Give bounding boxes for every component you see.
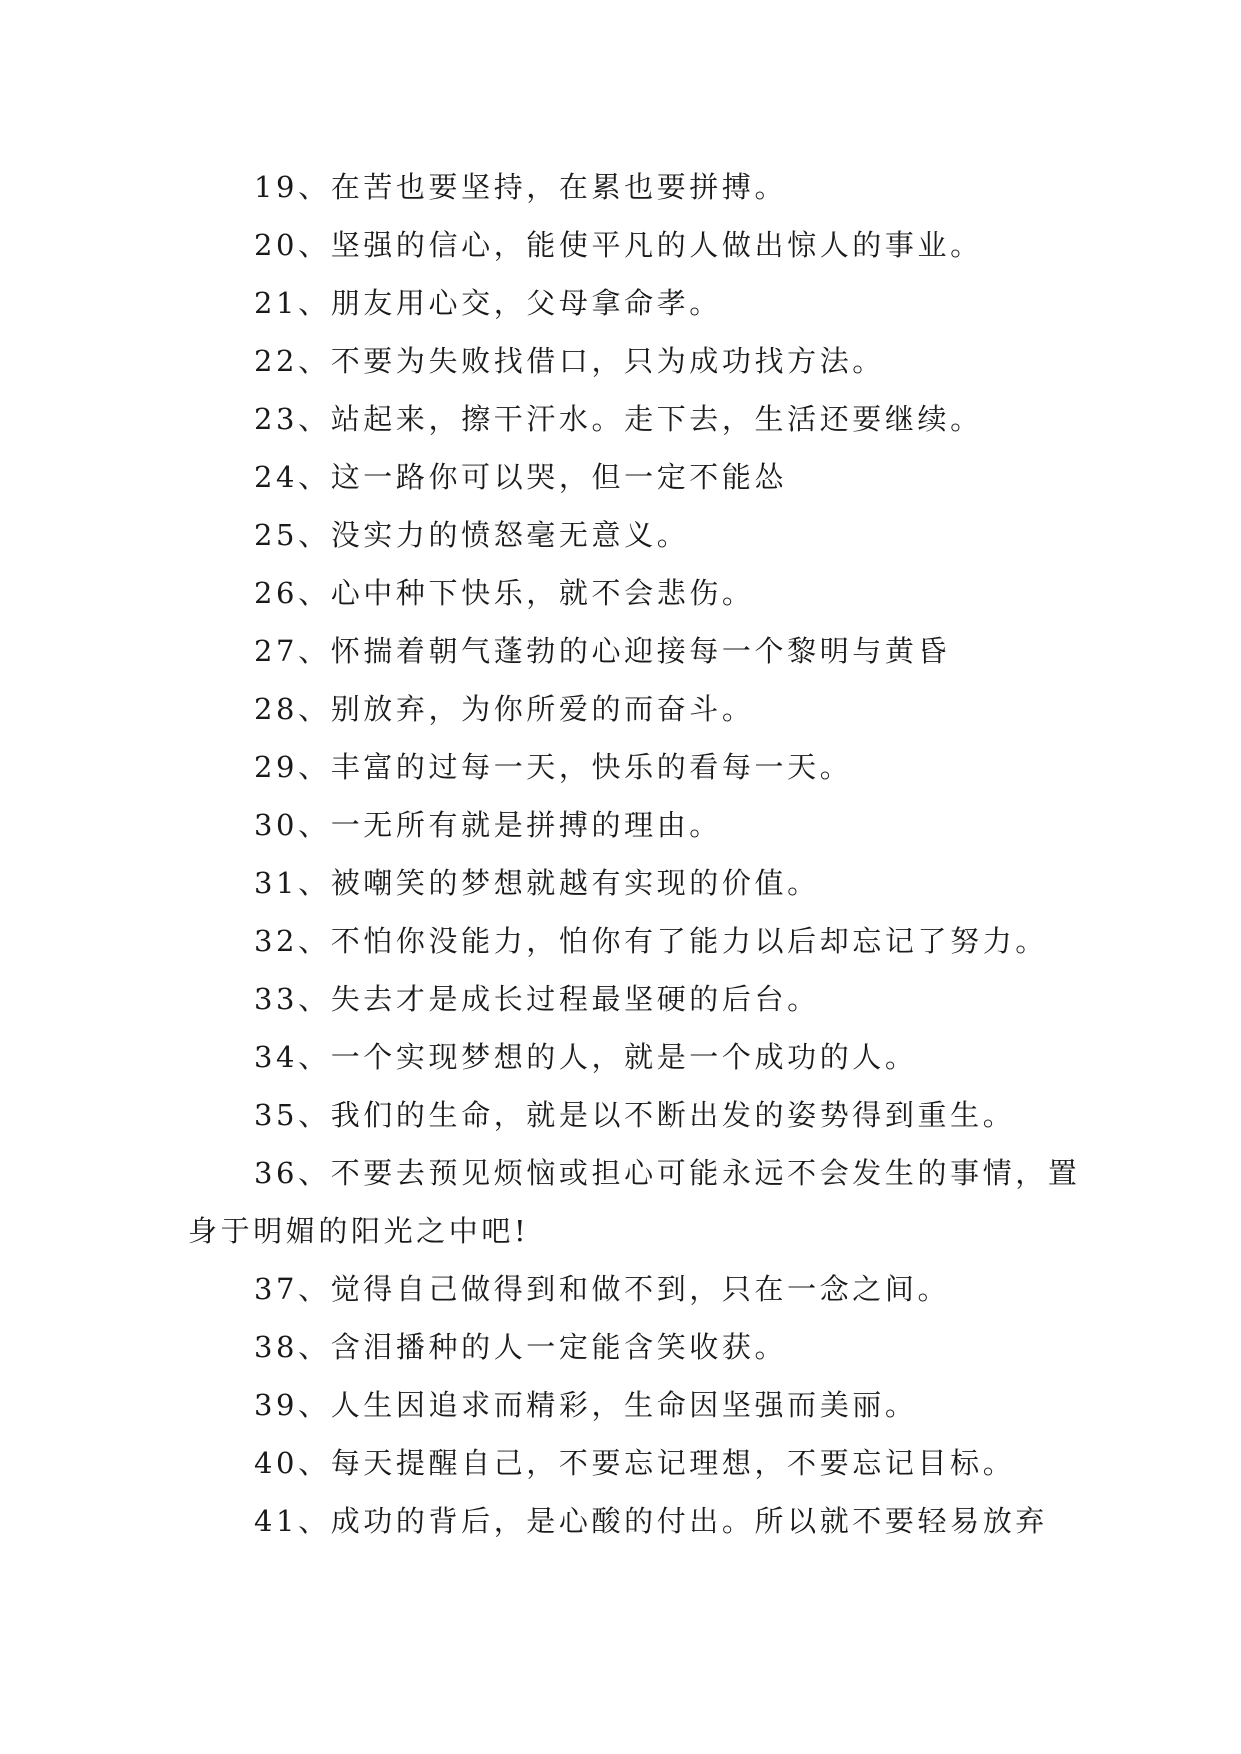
list-item: 22、不要为失败找借口，只为成功找方法。 [254,344,885,378]
list-item: 33、失去才是成长过程最坚硬的后台。 [254,982,820,1016]
list-item: 39、人生因追求而精彩，生命因坚强而美丽。 [254,1388,918,1422]
list-item: 31、被嘲笑的梦想就越有实现的价值。 [254,866,820,900]
list-item: 36、不要去预见烦恼或担心可能永远不会发生的事情，置身于明媚的阳光之中吧! [188,1156,1081,1248]
list-item: 34、一个实现梦想的人，就是一个成功的人。 [254,1040,918,1074]
document-body [188,158,1088,1550]
list-item: 25、没实力的愤怒毫无意义。 [254,518,690,552]
list-item: 30、一无所有就是拼搏的理由。 [254,808,722,842]
list-item: 23、站起来，擦干汗水。走下去，生活还要继续。 [254,402,983,436]
list-item: 20、坚强的信心，能使平凡的人做出惊人的事业。 [254,228,983,262]
list-item: 19、在苦也要坚持，在累也要拼搏。 [254,170,788,204]
list-item: 32、不怕你没能力，怕你有了能力以后却忘记了努力。 [254,924,1048,958]
list-item: 40、每天提醒自己，不要忘记理想，不要忘记目标。 [254,1446,1016,1480]
list-item: 37、觉得自己做得到和做不到，只在一念之间。 [254,1272,951,1306]
list-item: 29、丰富的过每一天，快乐的看每一天。 [254,750,853,784]
list-item: 35、我们的生命，就是以不断出发的姿势得到重生。 [254,1098,1016,1132]
list-item: 41、成功的背后，是心酸的付出。所以就不要轻易放弃 [254,1504,1048,1538]
list-item: 28、别放弃，为你所爱的而奋斗。 [254,692,755,726]
list-item: 26、心中种下快乐，就不会悲伤。 [254,576,755,610]
list-item: 38、含泪播种的人一定能含笑收获。 [254,1330,788,1364]
list-item: 24、这一路你可以哭，但一定不能怂 [254,460,788,494]
list-item: 21、朋友用心交，父母拿命孝。 [254,286,722,320]
list-item: 27、怀揣着朝气蓬勃的心迎接每一个黎明与黄昏 [254,634,951,668]
